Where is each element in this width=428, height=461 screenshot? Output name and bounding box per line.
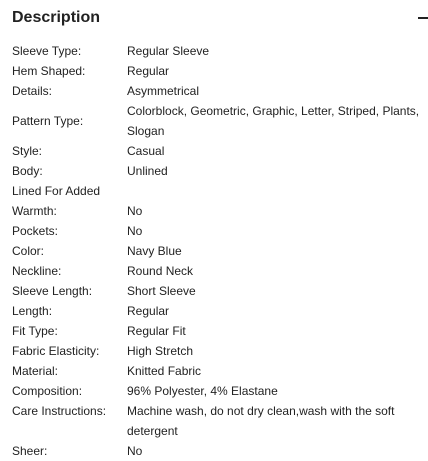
- attribute-label: Details:: [12, 84, 53, 98]
- attribute-row: [12, 241, 428, 261]
- attribute-label: Material:: [12, 364, 59, 378]
- attribute-value: High Stretch: [127, 344, 194, 358]
- attribute-row: [12, 341, 428, 361]
- attribute-label: Lined For Added Warmth:: [12, 184, 101, 218]
- attribute-row: [12, 41, 428, 61]
- attribute-label: Length:: [12, 304, 53, 318]
- attribute-label: Composition:: [12, 384, 83, 398]
- attribute-row: [12, 281, 428, 301]
- attribute-row: [12, 261, 428, 281]
- description-header[interactable]: [12, 6, 428, 32]
- attribute-value: No: [127, 444, 143, 458]
- attribute-label: Body:: [12, 164, 43, 178]
- attribute-list: [12, 41, 428, 461]
- attribute-value: Regular: [127, 64, 170, 78]
- attribute-value: Navy Blue: [127, 244, 182, 258]
- attribute-value: Short Sleeve: [127, 284, 196, 298]
- attribute-label: Sleeve Type:: [12, 44, 82, 58]
- attribute-value: Knitted Fabric: [127, 364, 202, 378]
- attribute-value: Casual: [127, 144, 165, 158]
- attribute-label: Sleeve Length:: [12, 284, 93, 298]
- attribute-row: [12, 81, 428, 101]
- attribute-label: Fit Type:: [12, 324, 58, 338]
- collapse-minus-icon[interactable]: [418, 17, 428, 19]
- attribute-value: Asymmetrical: [127, 84, 200, 98]
- attribute-row: [12, 301, 428, 321]
- attribute-value: Unlined: [127, 164, 168, 178]
- attribute-label: Pattern Type:: [12, 114, 84, 128]
- attribute-value: Round Neck: [127, 264, 194, 278]
- attribute-row: [12, 101, 428, 141]
- attribute-label: Style:: [12, 144, 43, 158]
- attribute-row: [12, 141, 428, 161]
- attribute-label: Pockets:: [12, 224, 59, 238]
- attribute-row: [12, 441, 428, 461]
- attribute-label: Color:: [12, 244, 45, 258]
- attribute-row: [12, 181, 428, 221]
- attribute-label: Fabric Elasticity:: [12, 344, 100, 358]
- attribute-value: No: [127, 224, 143, 238]
- attribute-value: 96% Polyester, 4% Elastane: [127, 384, 278, 398]
- attribute-value: Regular Sleeve: [127, 44, 210, 58]
- attribute-row: [12, 221, 428, 241]
- attribute-row: [12, 161, 428, 181]
- section-title: Description: [12, 9, 101, 26]
- attribute-value: Colorblock, Geometric, Graphic, Letter, Striped, Plants, Slogan: [127, 104, 420, 138]
- attribute-value: Machine wash, do not dry clean,wash with the soft detergent: [127, 404, 395, 438]
- attribute-row: [12, 401, 428, 441]
- attribute-label: Sheer:: [12, 444, 48, 458]
- attribute-label: Neckline:: [12, 264, 62, 278]
- attribute-label: Hem Shaped:: [12, 64, 86, 78]
- attribute-label: Care Instructions:: [12, 404, 107, 418]
- attribute-value: Regular: [127, 304, 170, 318]
- attribute-value: Regular Fit: [127, 324, 186, 338]
- attribute-row: [12, 361, 428, 381]
- attribute-row: [12, 321, 428, 341]
- attribute-value: No: [127, 204, 143, 218]
- attribute-row: [12, 61, 428, 81]
- attribute-row: [12, 381, 428, 401]
